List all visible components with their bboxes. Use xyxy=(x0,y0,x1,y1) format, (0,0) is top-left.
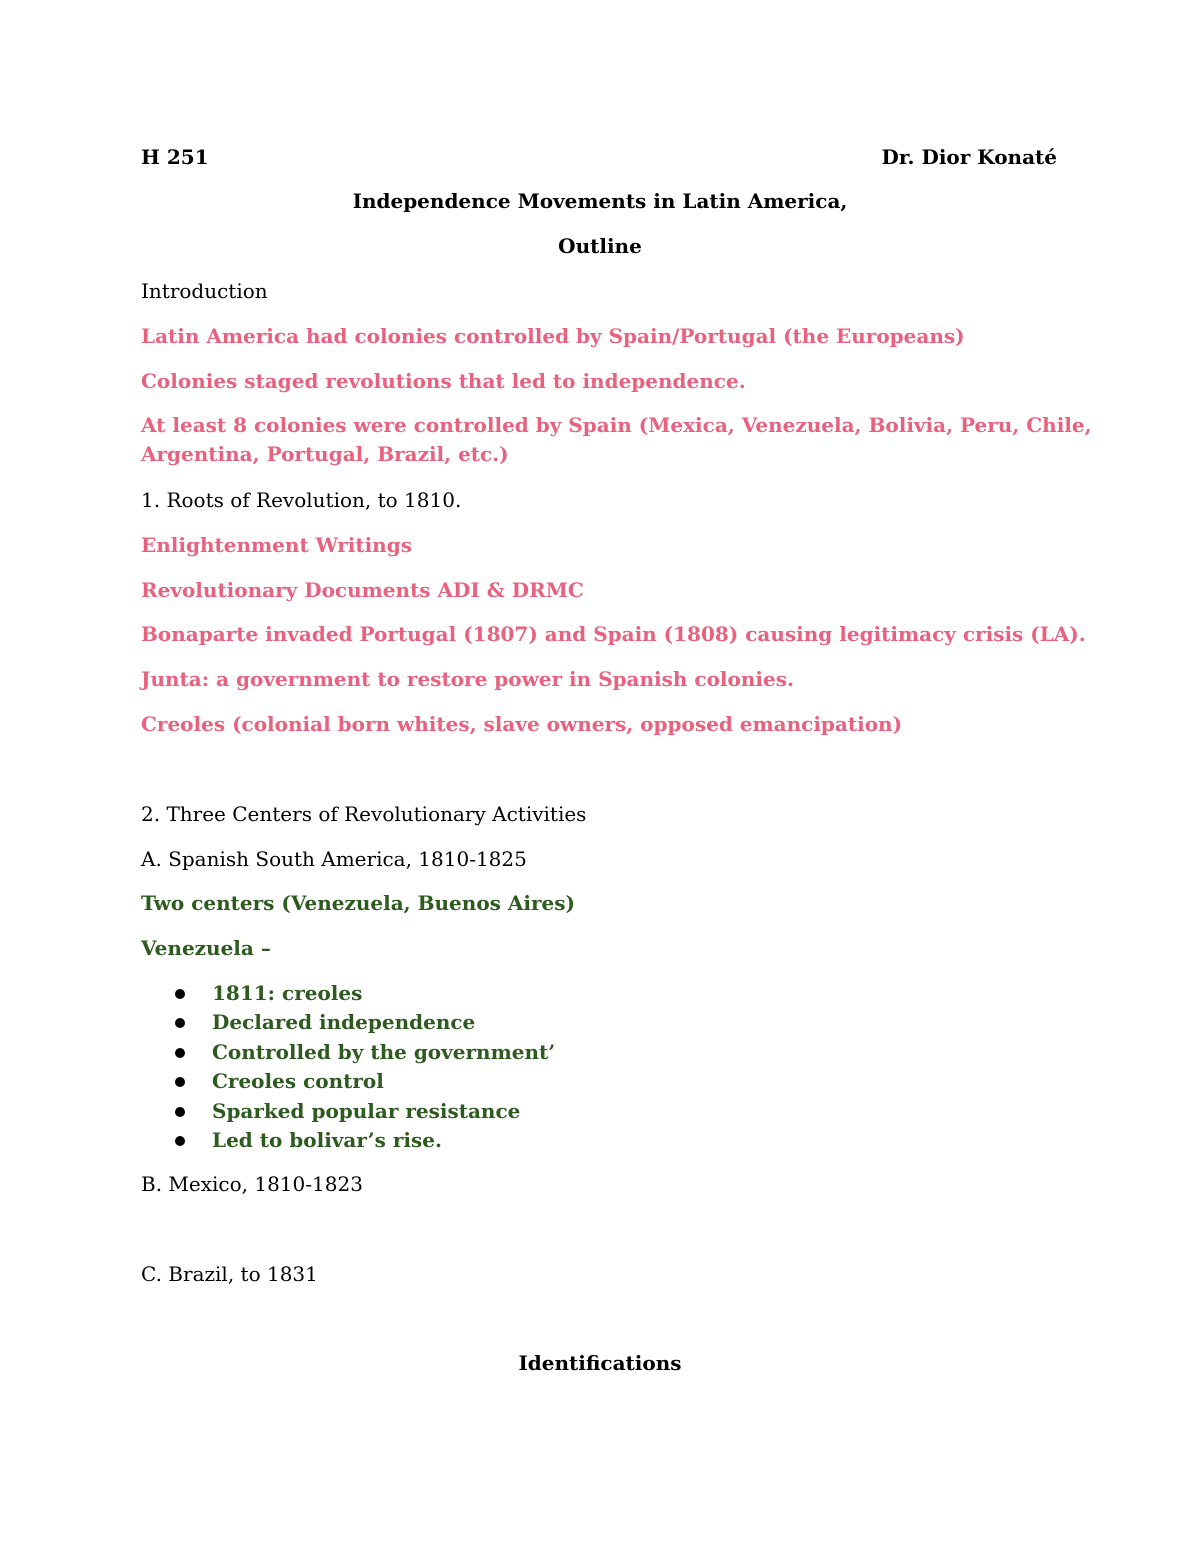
list-item xyxy=(172,1097,555,1126)
intro-note-continued: Argentina, Portugal, Brazil, etc.) xyxy=(141,442,509,466)
section1-note: Bonaparte invaded Portugal (1807) and Spain (1808) causing legitimacy crisis (LA). xyxy=(141,622,1086,646)
bullet-icon xyxy=(175,1136,185,1146)
section2-sub-b: B. Mexico, 1810-1823 xyxy=(141,1172,363,1196)
list-item-text: Declared independence xyxy=(212,1010,476,1035)
section2-heading: 2. Three Centers of Revolutionary Activities xyxy=(141,802,587,826)
list-item xyxy=(172,1126,555,1155)
section1-heading: 1. Roots of Revolution, to 1810. xyxy=(141,488,462,512)
list-item-text: Controlled by the government’ xyxy=(212,1039,556,1064)
bullet-icon xyxy=(175,1018,185,1028)
list-item-text: Led to bolivar’s rise. xyxy=(212,1128,442,1153)
section2-note: Two centers (Venezuela, Buenos Aires) xyxy=(141,891,575,915)
list-item-text: 1811: creoles xyxy=(212,981,363,1005)
intro-note: At least 8 colonies were controlled by Spain (Mexica, Venezuela, Bolivia, Peru, Chile, xyxy=(141,413,1092,437)
section2-sub-c: C. Brazil, to 1831 xyxy=(141,1262,318,1286)
venezuela-bullet-list xyxy=(172,979,555,1155)
bullet-icon xyxy=(175,1107,185,1117)
intro-note: Colonies staged revolutions that led to independence. xyxy=(141,369,746,393)
list-item xyxy=(172,1067,555,1096)
document-subtitle: Outline xyxy=(558,234,642,258)
section2-note: Venezuela – xyxy=(141,936,271,960)
section2-sub-a: A. Spanish South America, 1810-1825 xyxy=(141,847,527,871)
list-item-text: Sparked popular resistance xyxy=(212,1098,521,1123)
section1-note: Enlightenment Writings xyxy=(141,533,412,557)
course-code: H 251 xyxy=(141,145,209,169)
instructor-name: Dr. Dior Konaté xyxy=(881,145,1057,169)
list-item xyxy=(172,1038,555,1067)
section1-note: Junta: a government to restore power in Spanish colonies. xyxy=(141,667,794,691)
list-item-text: Creoles control xyxy=(212,1069,384,1094)
section1-note: Revolutionary Documents ADI & DRMC xyxy=(141,578,584,602)
document-title: Independence Movements in Latin America, xyxy=(352,189,848,213)
identifications-heading: Identifications xyxy=(518,1351,682,1375)
bullet-icon xyxy=(175,1077,185,1087)
list-item xyxy=(172,1008,555,1037)
bullet-icon xyxy=(175,1048,185,1058)
list-item xyxy=(172,979,555,1008)
intro-note: Latin America had colonies controlled by Spain/Portugal (the Europeans) xyxy=(141,324,965,348)
bullet-icon xyxy=(175,989,185,999)
section1-note: Creoles (colonial born whites, slave owners, opposed emancipation) xyxy=(141,712,903,736)
intro-heading: Introduction xyxy=(141,279,268,303)
